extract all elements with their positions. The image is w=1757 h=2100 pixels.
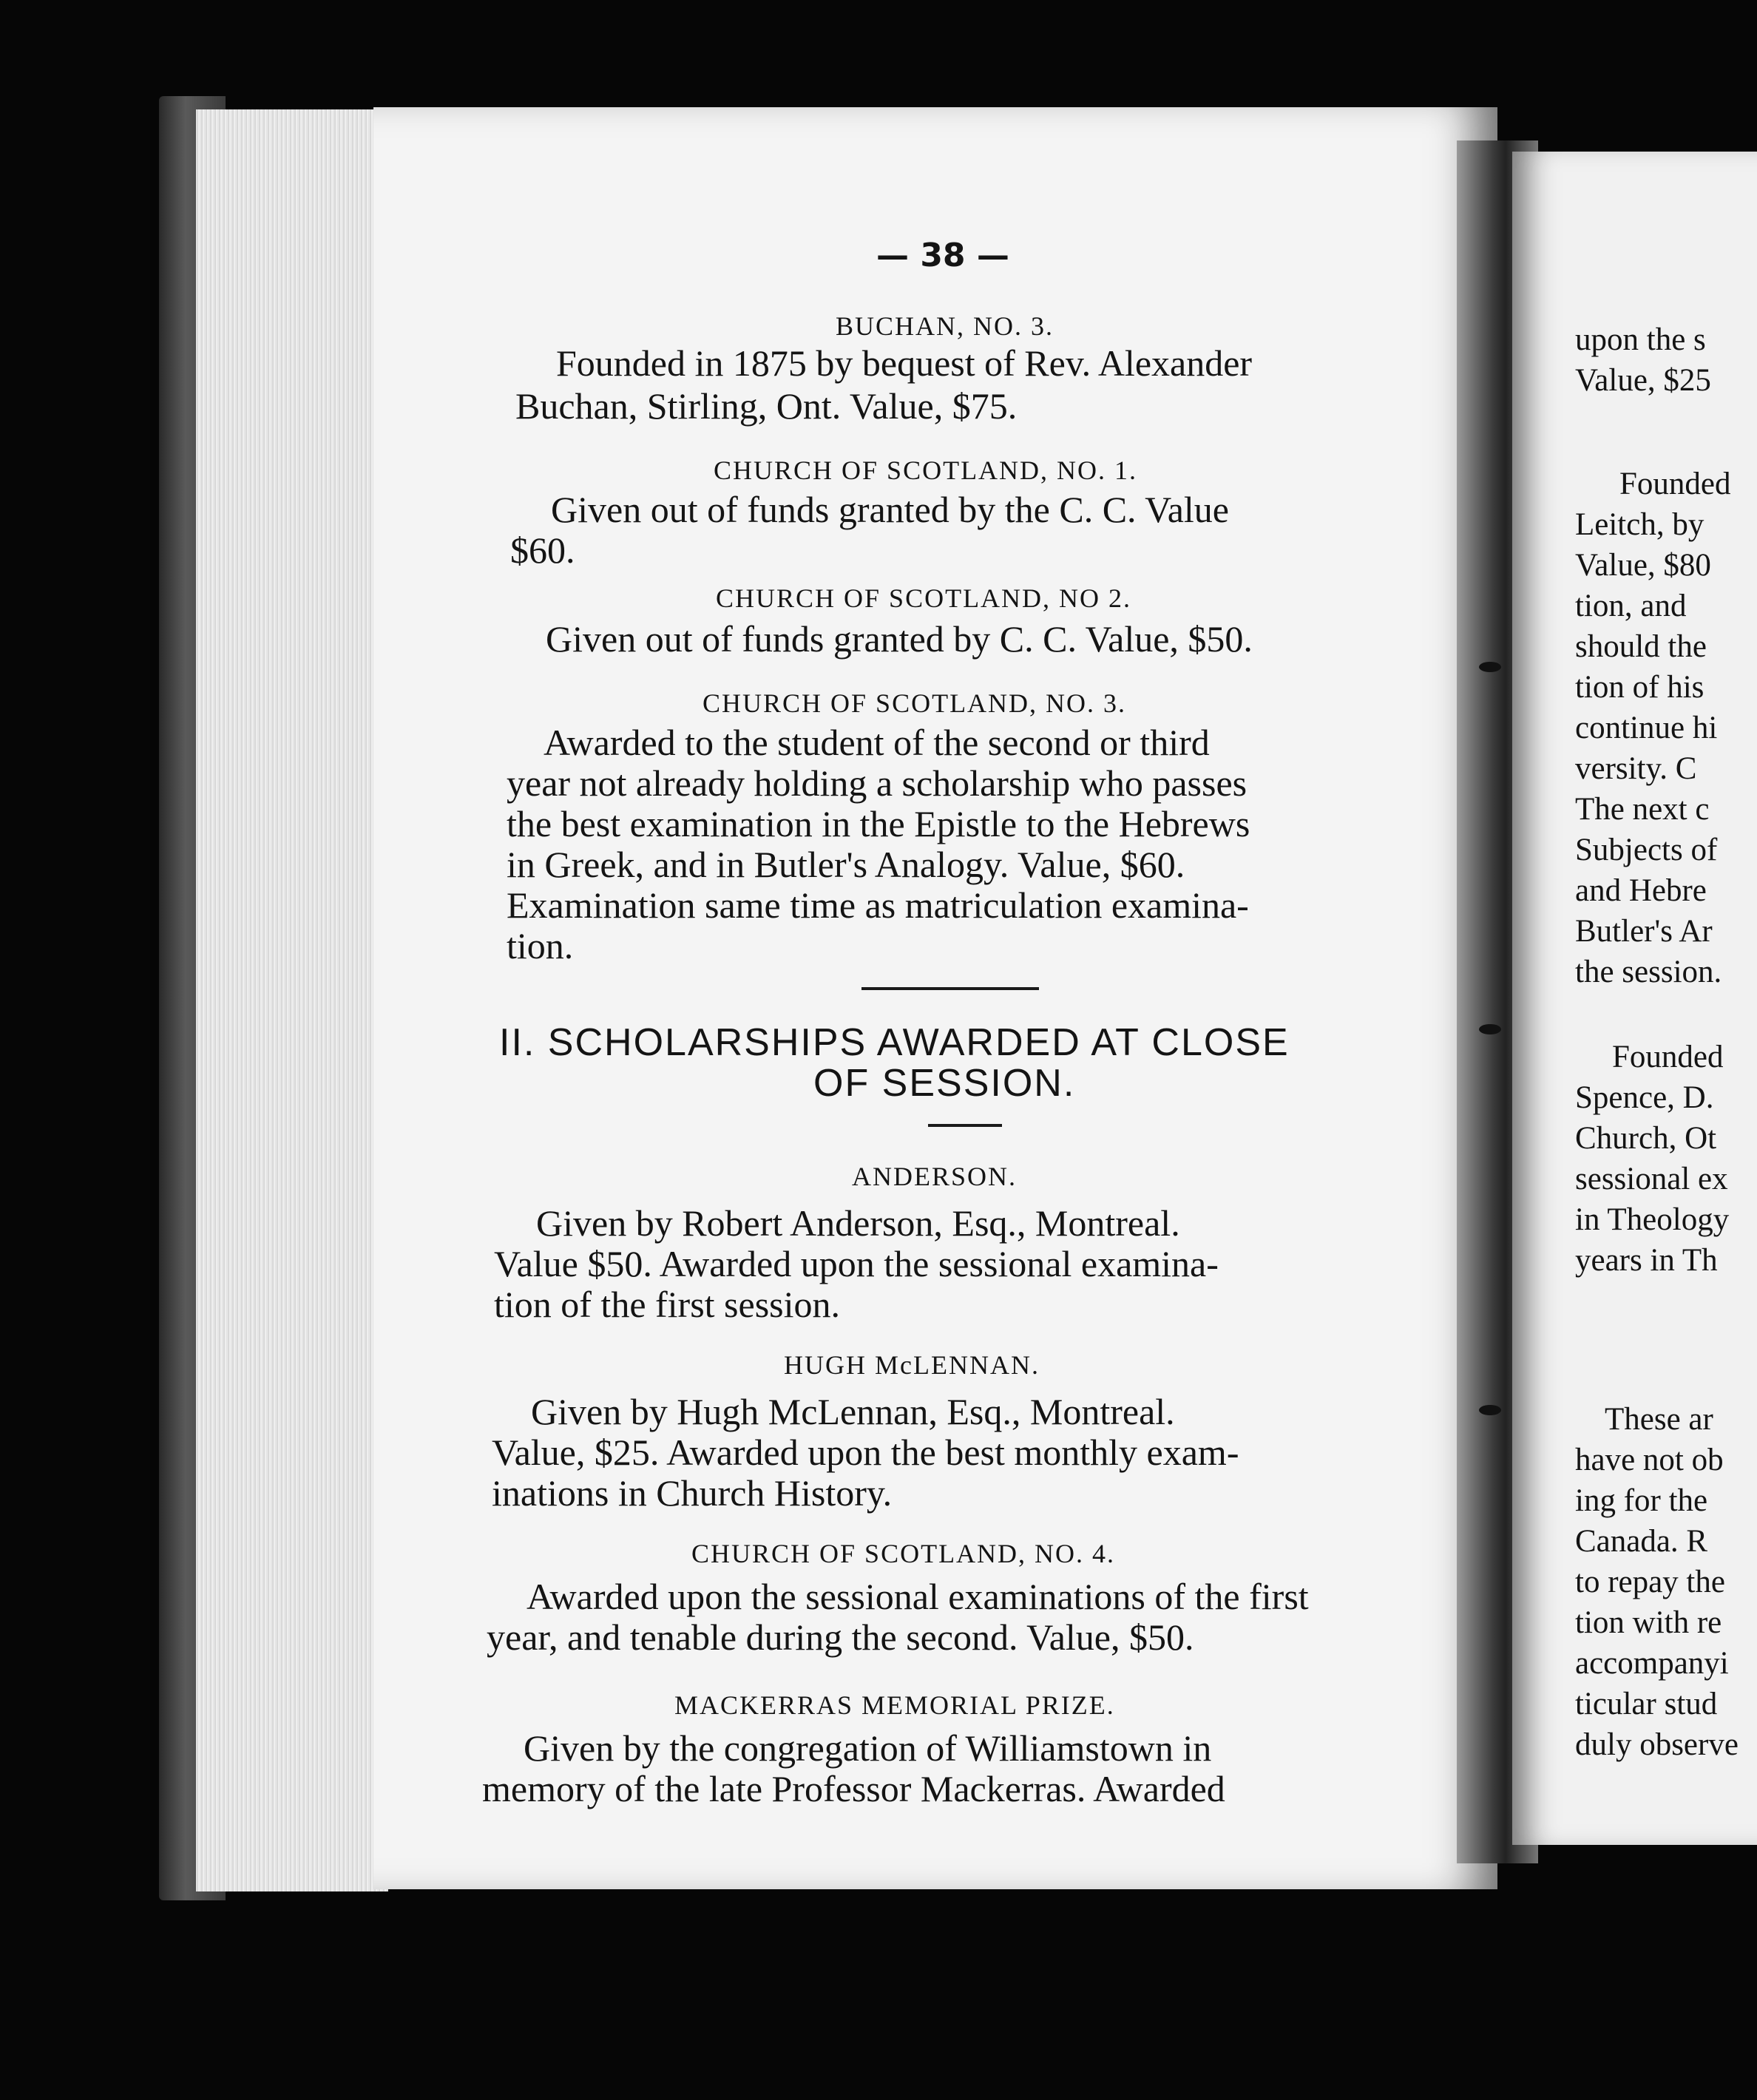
entry-heading: MACKERRAS MEMORIAL PRIZE. (674, 1690, 1115, 1720)
entry-text: Awarded to the student of the second or third (544, 722, 1210, 763)
right-page-text: tion with re (1575, 1605, 1722, 1640)
entry-text: Given by Robert Anderson, Esq., Montreal. (536, 1202, 1180, 1244)
binding-staple (1479, 662, 1501, 672)
right-page-text: The next c (1575, 792, 1710, 827)
entry-text: year not already holding a scholarship who passes (507, 762, 1247, 804)
entry-heading: CHURCH OF SCOTLAND, NO. 3. (703, 688, 1127, 718)
right-page-text: years in Th (1575, 1243, 1718, 1278)
entry-text: year, and tenable during the second. Value, $50. (487, 1616, 1194, 1658)
right-page-text: versity. C (1575, 751, 1697, 786)
right-page-text: and Hebre (1575, 873, 1707, 908)
right-page-text: Founded (1619, 467, 1731, 501)
section-title: OF SESSION. (813, 1062, 1076, 1105)
entry-text: the best examination in the Epistle to the Hebrews (507, 803, 1250, 844)
entry-text: Value, $25. Awarded upon the best monthly exam- (492, 1432, 1239, 1473)
right-page-text: continue hi (1575, 711, 1718, 745)
entry-text: Founded in 1875 by bequest of Rev. Alexander (556, 342, 1253, 384)
right-page-text: Value, $80 (1575, 548, 1711, 583)
right-page-text: in Theology (1575, 1202, 1730, 1237)
right-page-text: ing for the (1575, 1483, 1708, 1518)
entry-text: Given by Hugh McLennan, Esq., Montreal. (531, 1391, 1175, 1432)
entry-text: tion of the first session. (494, 1284, 841, 1325)
right-page-text: Leitch, by (1575, 507, 1704, 542)
right-page-text: sessional ex (1575, 1162, 1728, 1196)
right-page-text: Founded (1612, 1040, 1724, 1074)
right-page-text: Butler's Ar (1575, 914, 1713, 949)
entry-text: Given by the congregation of Williamstown in (524, 1727, 1212, 1769)
entry-text: Given out of funds granted by C. C. Value, $50. (546, 618, 1253, 660)
right-page-text: Subjects of (1575, 833, 1718, 867)
right-page-text: Value, $25 (1575, 363, 1711, 398)
right-page-text: duly observe (1575, 1727, 1739, 1762)
entry-heading: ANDERSON. (852, 1162, 1018, 1191)
right-page-text: Spence, D. (1575, 1080, 1714, 1115)
right-page-text: tion of his (1575, 670, 1704, 705)
right-page-text: to repay the (1575, 1565, 1725, 1599)
page-number: — 38 — (876, 237, 1009, 274)
entry-heading: HUGH McLENNAN. (784, 1350, 1040, 1380)
right-page-text: accompanyi (1575, 1646, 1729, 1681)
entry-text: tion. (507, 925, 574, 966)
entry-text: $60. (510, 529, 575, 571)
right-page-text: Canada. R (1575, 1524, 1708, 1559)
entry-text: memory of the late Professor Mackerras. Awarded (482, 1768, 1225, 1809)
page-stack-edge (196, 109, 388, 1891)
right-page-text: the session. (1575, 955, 1722, 989)
entry-heading: BUCHAN, NO. 3. (836, 311, 1054, 341)
binding-staple (1479, 1405, 1501, 1415)
entry-heading: CHURCH OF SCOTLAND, NO. 4. (691, 1539, 1116, 1568)
right-page-text: Church, Ot (1575, 1121, 1717, 1156)
entry-text: Buchan, Stirling, Ont. Value, $75. (515, 385, 1018, 427)
entry-text: Given out of funds granted by the C. C. Value (551, 489, 1229, 530)
section-title: II. SCHOLARSHIPS AWARDED AT CLOSE (499, 1021, 1290, 1064)
right-page-text: have not ob (1575, 1443, 1724, 1477)
right-page-text: upon the s (1575, 322, 1706, 357)
entry-text: Value $50. Awarded upon the sessional examina- (494, 1243, 1219, 1284)
entry-text: in Greek, and in Butler's Analogy. Value, $60. (507, 844, 1185, 885)
entry-text: inations in Church History. (492, 1472, 893, 1514)
entry-text: Examination same time as matriculation examina- (507, 884, 1249, 926)
entry-heading: CHURCH OF SCOTLAND, NO 2. (716, 583, 1132, 613)
entry-text: Awarded upon the sessional examinations of the first (527, 1576, 1309, 1617)
right-page-text: should the (1575, 629, 1707, 664)
section-divider (928, 1124, 1002, 1127)
right-page-text: ticular stud (1575, 1687, 1718, 1721)
binding-staple (1479, 1024, 1501, 1034)
right-page-text: These ar (1605, 1402, 1713, 1437)
right-page-text: tion, and (1575, 589, 1687, 623)
section-divider (861, 987, 1039, 990)
entry-heading: CHURCH OF SCOTLAND, NO. 1. (714, 455, 1138, 485)
